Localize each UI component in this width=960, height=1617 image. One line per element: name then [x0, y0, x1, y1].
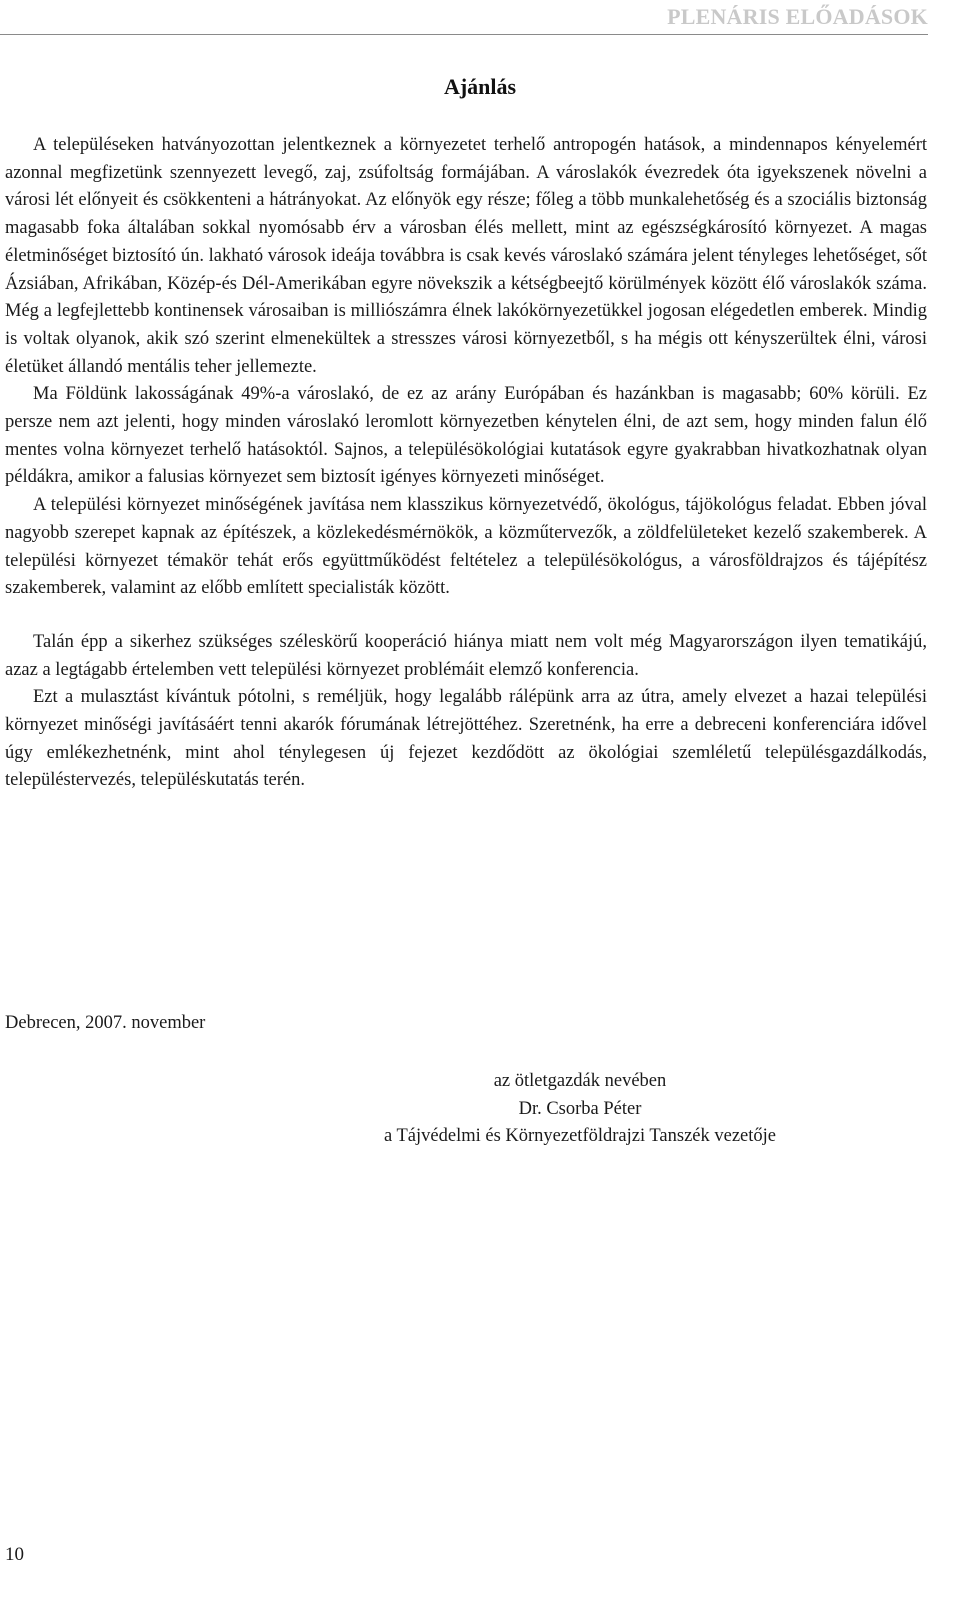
- signature-block: [300, 1068, 860, 1151]
- signature-on-behalf: az ötletgazdák nevében: [493, 1071, 667, 1091]
- date-line: Debrecen, 2007. november: [5, 1013, 206, 1033]
- signature-name: Dr. Csorba Péter: [518, 1098, 642, 1119]
- paragraph-gap: [5, 603, 927, 629]
- page-number: 10: [5, 1544, 24, 1565]
- paragraph-2: Ma Földünk lakosságának 49%-a városlakó, de ez az arány Európában és hazánkban is magasabb; 60% körüli. Ez persze nem azt jelenti, hogy minden városlakó leromlott környezetben kénytelen élni, de azt sem, hogy minden falun élő mentes volna környezet terhelő hatásoktól. Sajnos, a településökológiai kutatások egyre gyakrabban hivatkozhatnak olyan példákra, amikor a falusias környezet sem biztosít igényes környezeti minőséget.: [5, 384, 927, 488]
- paragraph-3: A települési környezet minőségének javítása nem klasszikus környezetvédő, ökológus, tájökológus feladat. Ebben jóval nagyobb szerepet kapnak az építészek, a közlekedésmérnökök, a közműtervezők, a zöldfelületeket kezelő szakemberek. A települési környezet témakör tehát erős együttműködést feltételez a településökológus, a városföldrajzos és tájépítész szakemberek, valamint az előbb említett specialisták között.: [5, 495, 927, 599]
- document-title: Ajánlás: [443, 74, 517, 99]
- body-text: [5, 132, 927, 795]
- running-header: [0, 0, 928, 35]
- section-heading: PLENÁRIS ELŐADÁSOK: [667, 4, 928, 29]
- paragraph-1: A településeken hatványozottan jelentkeznek a környezetet terhelő antropogén hatások, a mindennapos kényelemért azonnal megfizetünk szennyezett levegő, zaj, zsúfoltság formájában. A városlakók évezredek óta igyekszenek növelni a városi lét előnyeit és csökkenteni a hátrányokat. Az előnyök egy része; főleg a több munkalehetőség és a szociális biztonság magasabb foka általában sokkal nyomósabb érv a városban élés mellett, mint az egészségkárosító környezet. A magas életminőséget biztosító ún. lakható városok ideája továbbra is csak kevés városlakó számára jelent tényleges lehetőséget, sőt Ázsiában, Afrikában, Közép-és Dél-Amerikában egyre növekszik a kétségbeejtő körülmények között élő városlakók száma. Még a legfejlettebb kontinensek városaiban is milliószámra élnek lakókörnyezetükkel jogosan elégedetlen emberek. Mindig is voltak olyanok, akik szó szerint elmenekültek a stresszes városi környezetből, s ha mégis ott kényszerültek élni, városi életüket állandó mentális teher jellemezte.: [5, 135, 927, 377]
- paragraph-5: Ezt a mulasztást kívántuk pótolni, s reméljük, hogy legalább rálépünk arra az útra, amely elvezet a hazai települési környezet minőségi javításáért tenni akarók fórumának létrejöttéhez. Szeretnénk, ha erre a debreceni konferenciára idővel úgy emlékezhetnénk, mint ahol ténylegesen új fejezet kezdődött az ökológiai szemléletű településgazdálkodás, településtervezés, településkutatás terén.: [5, 687, 927, 791]
- paragraph-4: Talán épp a sikerhez szükséges széleskörű kooperáció hiánya miatt nem volt még Magyarországon ilyen tematikájú, azaz a legtágabb értelemben vett települési környezet problémáit elemző konferencia.: [5, 631, 927, 680]
- signature-role: a Tájvédelmi és Környezetföldrajzi Tanszék vezetője: [384, 1126, 776, 1147]
